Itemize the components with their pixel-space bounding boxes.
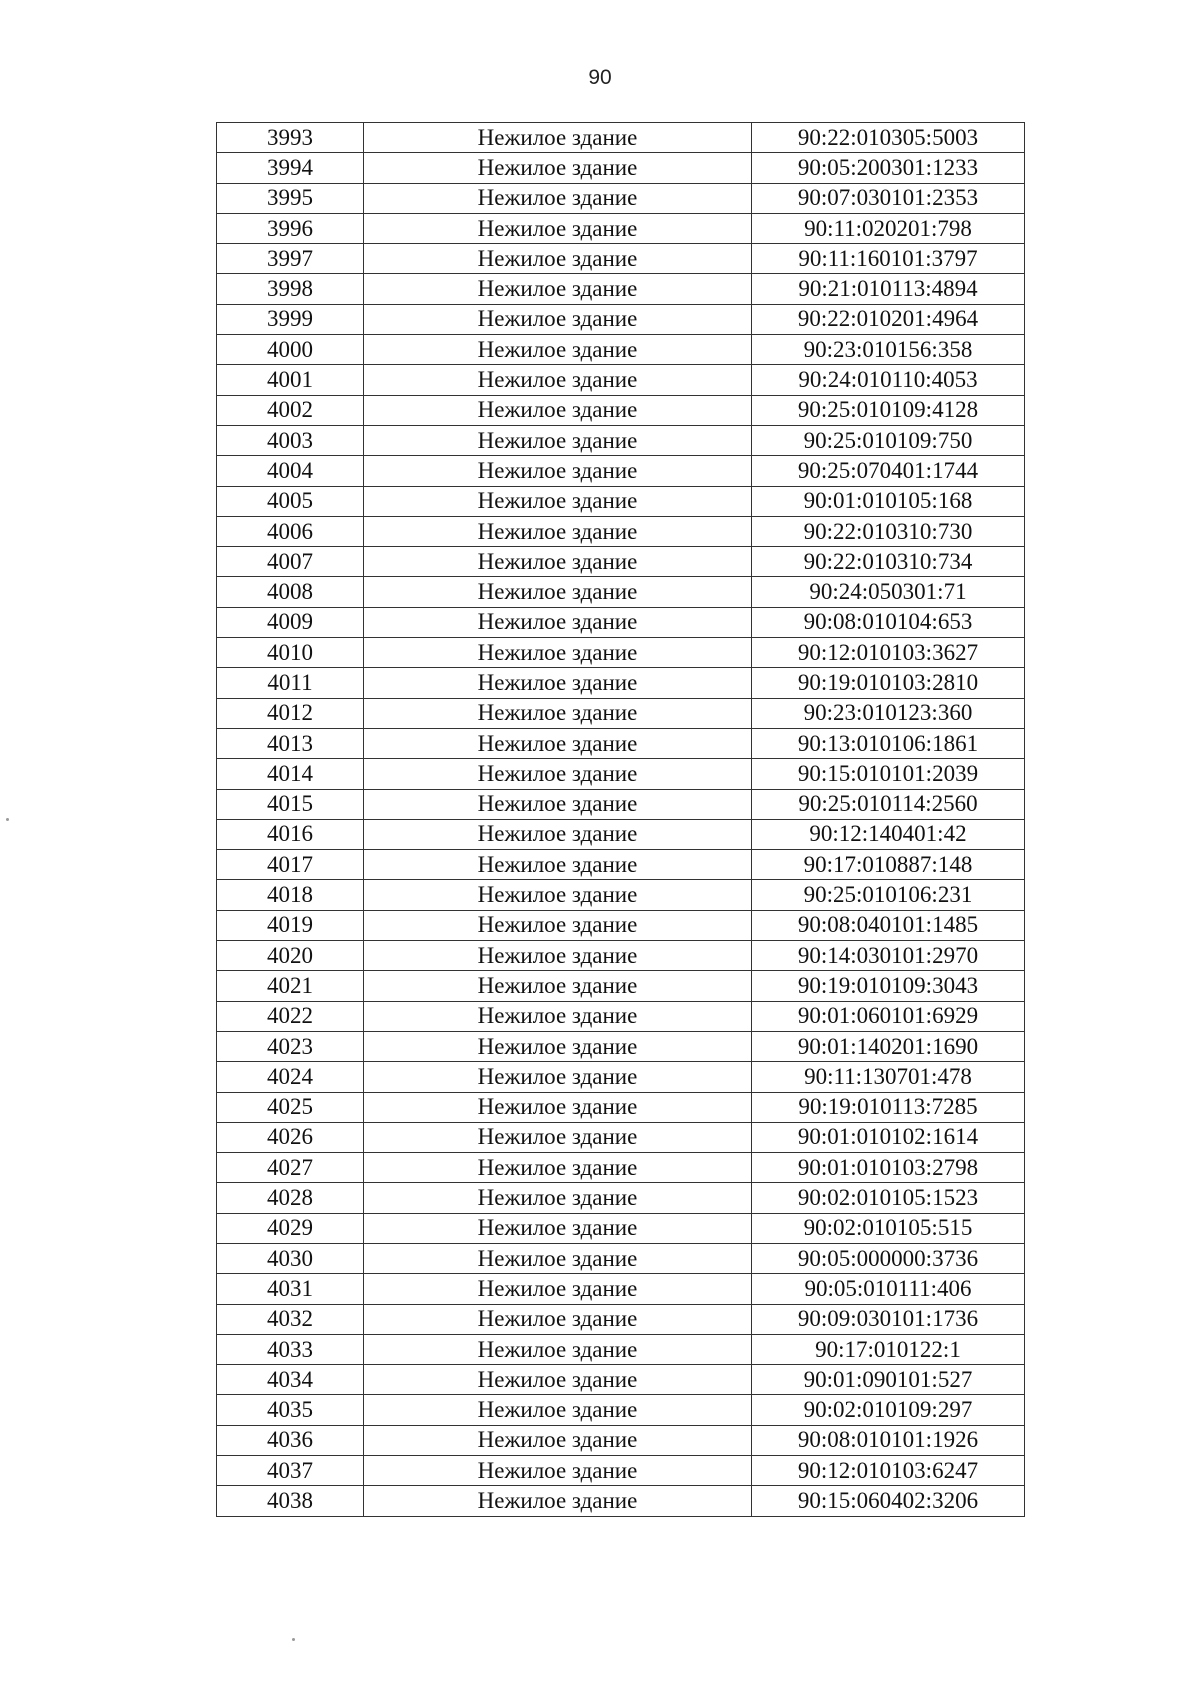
- page-number: 90: [588, 66, 612, 89]
- table-body: [217, 123, 1025, 1517]
- cadastral-number-cell: 90:09:030101:1736: [752, 1304, 1025, 1334]
- object-type-cell: Нежилое здание: [364, 1243, 752, 1273]
- table-row: [217, 1243, 1025, 1273]
- cadastral-number-cell: 90:25:010109:4128: [752, 395, 1025, 425]
- row-number-cell: 4033: [217, 1334, 364, 1364]
- object-type-cell: Нежилое здание: [364, 1213, 752, 1243]
- object-type-cell: Нежилое здание: [364, 153, 752, 183]
- object-type-cell: Нежилое здание: [364, 880, 752, 910]
- property-registry-table: [216, 122, 1025, 1517]
- cadastral-number-cell: 90:02:010109:297: [752, 1395, 1025, 1425]
- cadastral-number-cell: 90:15:010101:2039: [752, 759, 1025, 789]
- table-row: [217, 1122, 1025, 1152]
- row-number-cell: 4029: [217, 1213, 364, 1243]
- row-number-cell: 3995: [217, 183, 364, 213]
- cadastral-number-cell: 90:25:070401:1744: [752, 456, 1025, 486]
- table-row: [217, 1365, 1025, 1395]
- table-row: [217, 1304, 1025, 1334]
- row-number-cell: 4021: [217, 971, 364, 1001]
- object-type-cell: Нежилое здание: [364, 638, 752, 668]
- cadastral-number-cell: 90:02:010105:515: [752, 1213, 1025, 1243]
- cadastral-number-cell: 90:01:140201:1690: [752, 1031, 1025, 1061]
- row-number-cell: 4017: [217, 850, 364, 880]
- cadastral-number-cell: 90:11:130701:478: [752, 1062, 1025, 1092]
- cadastral-number-cell: 90:19:010113:7285: [752, 1092, 1025, 1122]
- cadastral-number-cell: 90:02:010105:1523: [752, 1183, 1025, 1213]
- row-number-cell: 3994: [217, 153, 364, 183]
- row-number-cell: 4002: [217, 395, 364, 425]
- object-type-cell: Нежилое здание: [364, 425, 752, 455]
- row-number-cell: 4001: [217, 365, 364, 395]
- object-type-cell: Нежилое здание: [364, 183, 752, 213]
- table-row: [217, 1213, 1025, 1243]
- row-number-cell: 3997: [217, 244, 364, 274]
- object-type-cell: Нежилое здание: [364, 607, 752, 637]
- scan-speck: [6, 818, 9, 821]
- object-type-cell: Нежилое здание: [364, 244, 752, 274]
- object-type-cell: Нежилое здание: [364, 1274, 752, 1304]
- table-row: [217, 759, 1025, 789]
- row-number-cell: 4026: [217, 1122, 364, 1152]
- table-row: [217, 1153, 1025, 1183]
- row-number-cell: 4006: [217, 516, 364, 546]
- object-type-cell: Нежилое здание: [364, 941, 752, 971]
- table-row: [217, 1183, 1025, 1213]
- table-row: [217, 486, 1025, 516]
- cadastral-number-cell: 90:22:010310:734: [752, 547, 1025, 577]
- cadastral-number-cell: 90:07:030101:2353: [752, 183, 1025, 213]
- object-type-cell: Нежилое здание: [364, 759, 752, 789]
- row-number-cell: 4022: [217, 1001, 364, 1031]
- row-number-cell: 4015: [217, 789, 364, 819]
- object-type-cell: Нежилое здание: [364, 1001, 752, 1031]
- row-number-cell: 4036: [217, 1425, 364, 1455]
- cadastral-number-cell: 90:01:010103:2798: [752, 1153, 1025, 1183]
- cadastral-number-cell: 90:01:010102:1614: [752, 1122, 1025, 1152]
- cadastral-number-cell: 90:22:010305:5003: [752, 123, 1025, 153]
- table-row: [217, 577, 1025, 607]
- cadastral-number-cell: 90:11:020201:798: [752, 213, 1025, 243]
- table-row: [217, 850, 1025, 880]
- cadastral-number-cell: 90:11:160101:3797: [752, 244, 1025, 274]
- table-row: [217, 1092, 1025, 1122]
- row-number-cell: 4013: [217, 728, 364, 758]
- row-number-cell: 4034: [217, 1365, 364, 1395]
- table-row: [217, 607, 1025, 637]
- cadastral-number-cell: 90:19:010109:3043: [752, 971, 1025, 1001]
- row-number-cell: 4024: [217, 1062, 364, 1092]
- cadastral-number-cell: 90:05:000000:3736: [752, 1243, 1025, 1273]
- row-number-cell: 4012: [217, 698, 364, 728]
- row-number-cell: 4014: [217, 759, 364, 789]
- table-row: [217, 1334, 1025, 1364]
- table-row: [217, 728, 1025, 758]
- object-type-cell: Нежилое здание: [364, 1334, 752, 1364]
- object-type-cell: Нежилое здание: [364, 1092, 752, 1122]
- table-row: [217, 880, 1025, 910]
- table-row: [217, 244, 1025, 274]
- cadastral-number-cell: 90:14:030101:2970: [752, 941, 1025, 971]
- object-type-cell: Нежилое здание: [364, 1395, 752, 1425]
- row-number-cell: 4000: [217, 335, 364, 365]
- object-type-cell: Нежилое здание: [364, 1031, 752, 1061]
- row-number-cell: 4032: [217, 1304, 364, 1334]
- row-number-cell: 4019: [217, 910, 364, 940]
- cadastral-number-cell: 90:01:060101:6929: [752, 1001, 1025, 1031]
- table-row: [217, 516, 1025, 546]
- table-row: [217, 638, 1025, 668]
- object-type-cell: Нежилое здание: [364, 1486, 752, 1516]
- table-row: [217, 1395, 1025, 1425]
- cadastral-number-cell: 90:22:010310:730: [752, 516, 1025, 546]
- table-row: [217, 153, 1025, 183]
- cadastral-number-cell: 90:12:140401:42: [752, 819, 1025, 849]
- row-number-cell: 3993: [217, 123, 364, 153]
- object-type-cell: Нежилое здание: [364, 123, 752, 153]
- cadastral-number-cell: 90:19:010103:2810: [752, 668, 1025, 698]
- table-row: [217, 1001, 1025, 1031]
- object-type-cell: Нежилое здание: [364, 971, 752, 1001]
- row-number-cell: 4007: [217, 547, 364, 577]
- object-type-cell: Нежилое здание: [364, 516, 752, 546]
- cadastral-number-cell: 90:17:010122:1: [752, 1334, 1025, 1364]
- table-row: [217, 910, 1025, 940]
- table-row: [217, 1425, 1025, 1455]
- cadastral-number-cell: 90:25:010106:231: [752, 880, 1025, 910]
- cadastral-number-cell: 90:08:040101:1485: [752, 910, 1025, 940]
- cadastral-number-cell: 90:05:200301:1233: [752, 153, 1025, 183]
- row-number-cell: 4031: [217, 1274, 364, 1304]
- table-row: [217, 1031, 1025, 1061]
- table-row: [217, 304, 1025, 334]
- cadastral-number-cell: 90:01:090101:527: [752, 1365, 1025, 1395]
- row-number-cell: 3998: [217, 274, 364, 304]
- table-row: [217, 1456, 1025, 1486]
- row-number-cell: 4037: [217, 1456, 364, 1486]
- object-type-cell: Нежилое здание: [364, 1122, 752, 1152]
- cadastral-number-cell: 90:25:010114:2560: [752, 789, 1025, 819]
- scan-speck: [292, 1638, 295, 1641]
- cadastral-number-cell: 90:23:010123:360: [752, 698, 1025, 728]
- row-number-cell: 4018: [217, 880, 364, 910]
- table-row: [217, 456, 1025, 486]
- row-number-cell: 4035: [217, 1395, 364, 1425]
- cadastral-number-cell: 90:24:050301:71: [752, 577, 1025, 607]
- row-number-cell: 4009: [217, 607, 364, 637]
- table-row: [217, 425, 1025, 455]
- table-row: [217, 971, 1025, 1001]
- row-number-cell: 4028: [217, 1183, 364, 1213]
- row-number-cell: 4038: [217, 1486, 364, 1516]
- cadastral-number-cell: 90:08:010104:653: [752, 607, 1025, 637]
- table-row: [217, 941, 1025, 971]
- table-row: [217, 789, 1025, 819]
- table-row: [217, 123, 1025, 153]
- table-row: [217, 365, 1025, 395]
- object-type-cell: Нежилое здание: [364, 850, 752, 880]
- table-row: [217, 395, 1025, 425]
- table-row: [217, 819, 1025, 849]
- object-type-cell: Нежилое здание: [364, 547, 752, 577]
- object-type-cell: Нежилое здание: [364, 910, 752, 940]
- object-type-cell: Нежилое здание: [364, 668, 752, 698]
- table-row: [217, 335, 1025, 365]
- row-number-cell: 4010: [217, 638, 364, 668]
- object-type-cell: Нежилое здание: [364, 577, 752, 607]
- cadastral-number-cell: 90:22:010201:4964: [752, 304, 1025, 334]
- cadastral-number-cell: 90:15:060402:3206: [752, 1486, 1025, 1516]
- object-type-cell: Нежилое здание: [364, 728, 752, 758]
- object-type-cell: Нежилое здание: [364, 395, 752, 425]
- cadastral-number-cell: 90:24:010110:4053: [752, 365, 1025, 395]
- cadastral-number-cell: 90:05:010111:406: [752, 1274, 1025, 1304]
- table-row: [217, 698, 1025, 728]
- cadastral-number-cell: 90:17:010887:148: [752, 850, 1025, 880]
- object-type-cell: Нежилое здание: [364, 456, 752, 486]
- row-number-cell: 3996: [217, 213, 364, 243]
- object-type-cell: Нежилое здание: [364, 1153, 752, 1183]
- table-row: [217, 547, 1025, 577]
- table-row: [217, 274, 1025, 304]
- row-number-cell: 4023: [217, 1031, 364, 1061]
- row-number-cell: 3999: [217, 304, 364, 334]
- row-number-cell: 4016: [217, 819, 364, 849]
- row-number-cell: 4025: [217, 1092, 364, 1122]
- row-number-cell: 4005: [217, 486, 364, 516]
- object-type-cell: Нежилое здание: [364, 335, 752, 365]
- object-type-cell: Нежилое здание: [364, 819, 752, 849]
- row-number-cell: 4008: [217, 577, 364, 607]
- object-type-cell: Нежилое здание: [364, 365, 752, 395]
- object-type-cell: Нежилое здание: [364, 698, 752, 728]
- row-number-cell: 4020: [217, 941, 364, 971]
- object-type-cell: Нежилое здание: [364, 1304, 752, 1334]
- cadastral-number-cell: 90:12:010103:6247: [752, 1456, 1025, 1486]
- object-type-cell: Нежилое здание: [364, 789, 752, 819]
- cadastral-number-cell: 90:12:010103:3627: [752, 638, 1025, 668]
- cadastral-number-cell: 90:23:010156:358: [752, 335, 1025, 365]
- object-type-cell: Нежилое здание: [364, 304, 752, 334]
- cadastral-number-cell: 90:21:010113:4894: [752, 274, 1025, 304]
- table-row: [217, 1486, 1025, 1516]
- cadastral-number-cell: 90:01:010105:168: [752, 486, 1025, 516]
- cadastral-number-cell: 90:25:010109:750: [752, 425, 1025, 455]
- object-type-cell: Нежилое здание: [364, 1365, 752, 1395]
- cadastral-number-cell: 90:13:010106:1861: [752, 728, 1025, 758]
- object-type-cell: Нежилое здание: [364, 1062, 752, 1092]
- row-number-cell: 4027: [217, 1153, 364, 1183]
- cadastral-number-cell: 90:08:010101:1926: [752, 1425, 1025, 1455]
- row-number-cell: 4030: [217, 1243, 364, 1273]
- table-row: [217, 668, 1025, 698]
- table-row: [217, 1274, 1025, 1304]
- table-row: [217, 1062, 1025, 1092]
- object-type-cell: Нежилое здание: [364, 1456, 752, 1486]
- table-row: [217, 213, 1025, 243]
- object-type-cell: Нежилое здание: [364, 486, 752, 516]
- row-number-cell: 4004: [217, 456, 364, 486]
- object-type-cell: Нежилое здание: [364, 1183, 752, 1213]
- object-type-cell: Нежилое здание: [364, 213, 752, 243]
- object-type-cell: Нежилое здание: [364, 1425, 752, 1455]
- row-number-cell: 4011: [217, 668, 364, 698]
- row-number-cell: 4003: [217, 425, 364, 455]
- object-type-cell: Нежилое здание: [364, 274, 752, 304]
- table-row: [217, 183, 1025, 213]
